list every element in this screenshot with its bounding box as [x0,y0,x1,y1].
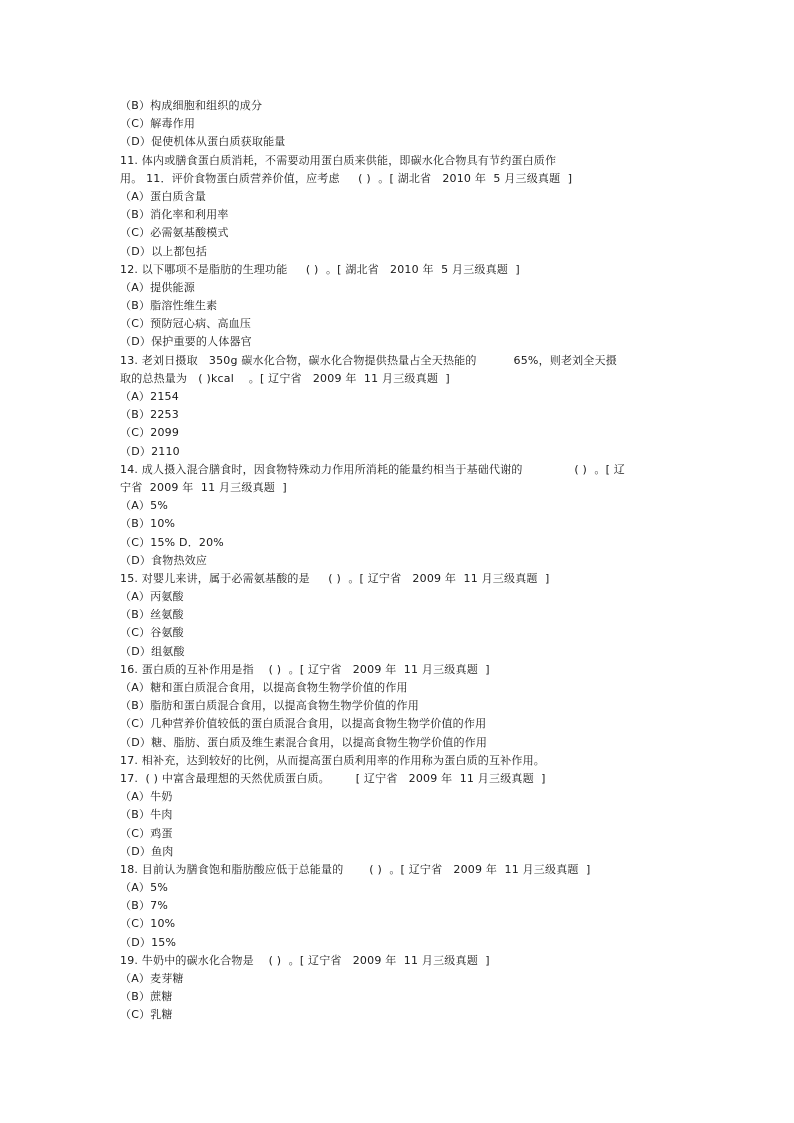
text-line: 11. 体内或膳食蛋白质消耗，不需要动用蛋白质来供能，即碳水化合物具有节约蛋白质作 [120,153,557,167]
text-line: （C）几种营养价值较低的蛋白质混合食用，以提高食物生物学价值的作用 [120,717,487,731]
text-line: 12. 以下哪项不是脂肪的生理功能 ( ) 。[ 湖北省 2010 年 5 月三级真题 ] [120,262,520,276]
text-line: （B）消化率和利用率 [120,208,229,222]
text-line: （A）5% [120,881,168,895]
text-line: （D）保护重要的人体器官 [120,335,252,349]
text-line: 17. ( ) 中富含最理想的天然优质蛋白质。 [ 辽宁省 2009 年 11 月三级真题 ] [120,771,546,785]
text-line: （C）鸡蛋 [120,826,173,840]
text-line: （C）15% D．20% [120,535,224,549]
text-line: （A）麦芽糖 [120,972,184,985]
text-line: （C）乳糖 [120,1008,173,1022]
text-line: （B）牛肉 [120,808,173,822]
text-line: （B）脂肪和蛋白质混合食用，以提高食物生物学价值的作用 [120,699,419,713]
text-line: 16. 蛋白质的互补作用是指 ( ) 。[ 辽宁省 2009 年 11 月三级真题 ] [120,662,490,676]
text-line: （B）蔗糖 [120,990,173,1004]
text-line: （A）5% [120,499,168,513]
text-line: （B）7% [120,899,168,913]
text-line: 13. 老刘日摄取 350g 碳水化合物，碳水化合物提供热量占全天热能的 65%，则老刘全天摄 [120,353,617,367]
text-line: （B）脂溶性维生素 [120,299,218,313]
text-line: （B）2253 [120,408,179,422]
text-line: （A）2154 [120,390,179,403]
text-line: 宁省 2009 年 11 月三级真题 ] [120,480,287,494]
text-line: （D）以上都包括 [120,244,208,258]
text-line: （D）鱼肉 [120,844,174,858]
text-line: （C）10% [120,917,176,931]
document-page [120,97,680,1025]
text-line: （D）15% [120,935,177,949]
text-line: （D）糖、脂肪、蛋白质及维生素混合食用，以提高食物生物学价值的作用 [120,735,488,749]
text-line: （A）糖和蛋白质混合食用，以提高食物生物学价值的作用 [120,681,408,694]
text-line: （C）2099 [120,426,180,440]
text-line: 17. 相补充，达到较好的比例，从而提高蛋白质利用率的作用称为蛋白质的互补作用。 [120,753,545,767]
text-line: （A）丙氨酸 [120,590,184,604]
text-line: （A）牛奶 [120,790,173,804]
text-line: （A）蛋白质含量 [120,189,207,203]
text-line: （D）2110 [120,444,180,458]
text-line: （C）谷氨酸 [120,626,184,640]
text-line: 14. 成人摄入混合膳食时，因食物特殊动力作用所消耗的能量约相当于基础代谢的 ( ) 。[ 辽 [120,462,626,476]
text-line: 取的总热量为 ( )kcal 。[ 辽宁省 2009 年 11 月三级真题 ] [120,371,450,385]
text-line: 18. 目前认为膳食饱和脂肪酸应低于总能量的 ( ) 。[ 辽宁省 2009 年 11 月三级真题 ] [120,862,591,876]
text-line: （A）提供能源 [120,280,195,294]
text-line: （D）食物热效应 [120,553,208,567]
text-line: （D）促使机体从蛋白质获取能量 [120,135,286,149]
text-line: （B）10% [120,517,176,531]
text-line: 19. 牛奶中的碳水化合物是 ( ) 。[ 辽宁省 2009 年 11 月三级真题 ] [120,953,490,967]
text-line: （D）组氨酸 [120,644,185,658]
text-line: （C）解毒作用 [120,117,196,131]
text-line: （C）预防冠心病、高血压 [120,317,252,331]
text-line: 15. 对婴儿来讲，属于必需氨基酸的是 ( ) 。[ 辽宁省 2009 年 11 月三级真题 ] [120,571,550,585]
text-line: （C）必需氨基酸模式 [120,226,229,240]
text-line: （B）丝氨酸 [120,608,184,622]
text-line: 用。 11．评价食物蛋白质营养价值，应考虑 ( ) 。[ 湖北省 2010 年 5 月三级真题 ] [120,171,573,185]
text-line: （B）构成细胞和组织的成分 [120,99,263,112]
